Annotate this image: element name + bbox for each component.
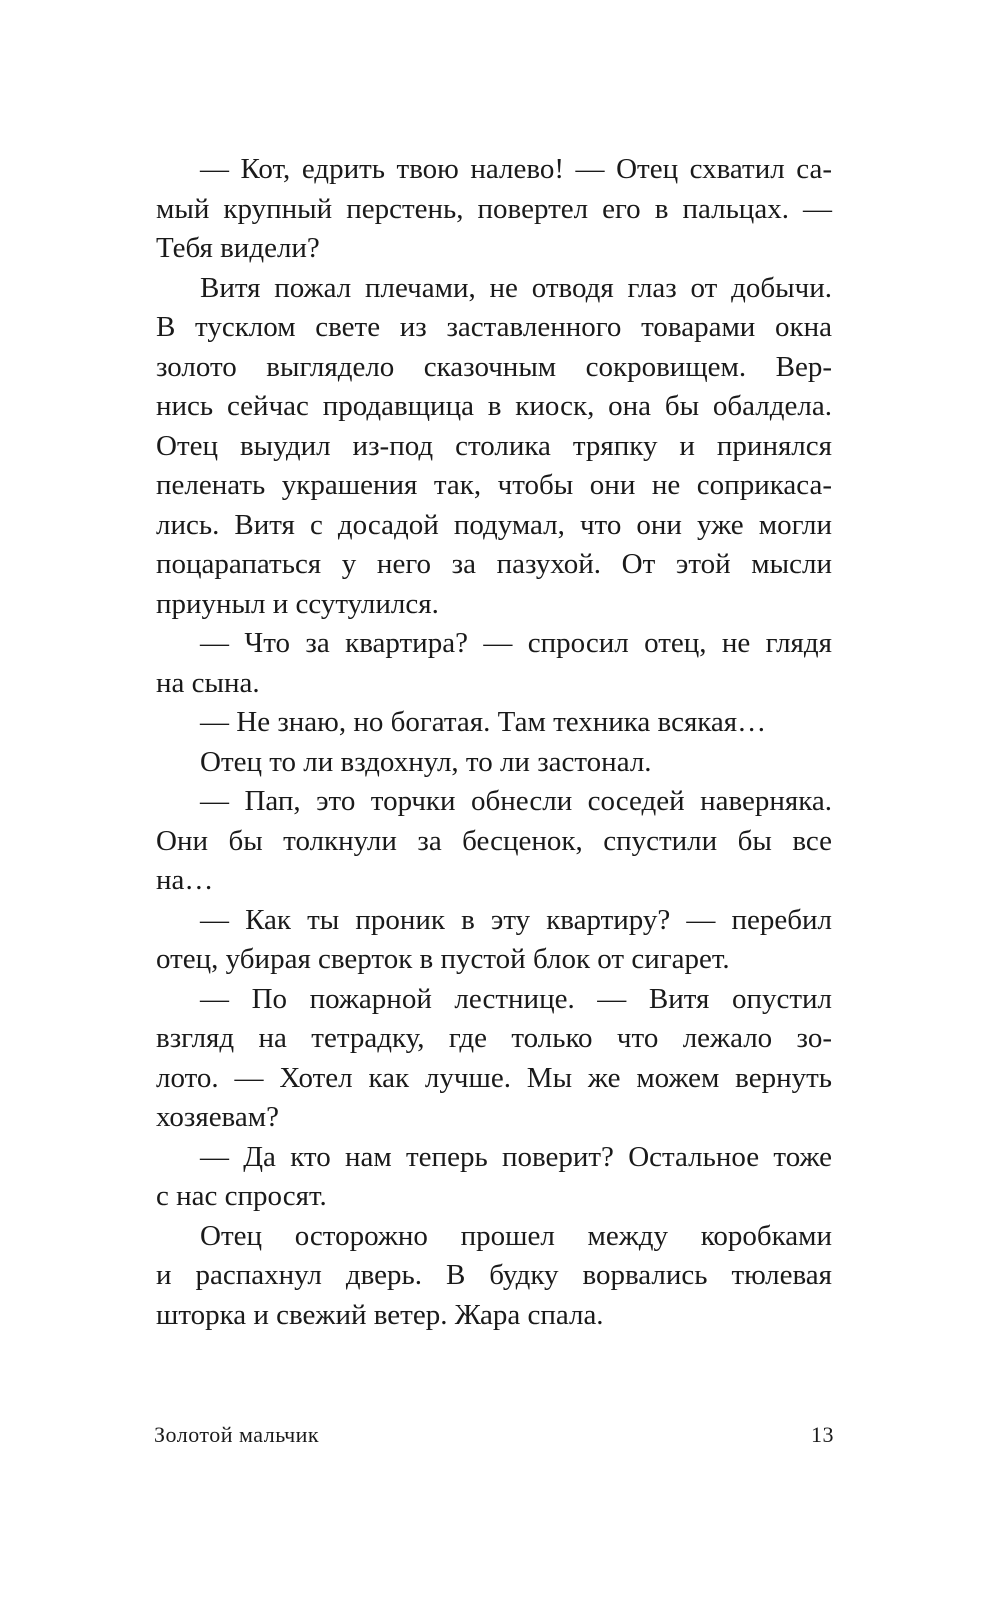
text-line: — Что за квартира? — спросил отец, не глядя (200, 627, 832, 659)
text-line: — Пап, это торчки обнесли соседей наверняка. (200, 785, 832, 817)
text-line: с нас спросят. (156, 1180, 327, 1212)
text-line: — Кот, едрить твою налево! — Отец схватил са- (200, 153, 832, 185)
page-number: 13 (811, 1422, 834, 1447)
paragraph (156, 901, 832, 980)
text-line: золото выглядело сказочным сокровищем. Вер- (156, 350, 832, 383)
text-line: на сына. (156, 666, 260, 699)
paragraph (156, 1217, 832, 1336)
text-line: лись. Витя с досадой подумал, что они уже могли (156, 508, 832, 541)
text-line: — Как ты проник в эту квартиру? — перебил (200, 903, 832, 936)
text-line: поцарапаться у него за пазухой. От этой мысли (156, 548, 832, 580)
paragraph (156, 1138, 832, 1217)
paragraph (156, 703, 832, 743)
text-line: Отец выудил из-под столика тряпку и принялся (156, 429, 832, 462)
text-line: шторка и свежий ветер. Жара спала. (156, 1298, 604, 1331)
text-line: и распахнул дверь. В будку ворвались тюлевая (156, 1259, 832, 1291)
paragraph (156, 782, 832, 901)
running-title: Золотой мальчик (154, 1422, 320, 1447)
text-line: приуныл и ссутулился. (156, 587, 439, 620)
text-line: пеленать украшения так, чтобы они не соприкаса- (156, 469, 832, 501)
text-line: мый крупный перстень, повертел его в пальцах. — (156, 192, 832, 225)
text-line: хозяевам? (156, 1101, 279, 1133)
text-line: отец, убирая сверток в пустой блок от сигарет. (156, 943, 730, 975)
text-line: Отец осторожно прошел между коробками (200, 1219, 832, 1252)
text-line: взгляд на тетрадку, где только что лежало зо- (156, 1022, 832, 1054)
text-line: нись сейчас продавщица в киоск, она бы обалдела. (156, 390, 832, 422)
text-line: на… (156, 864, 214, 896)
text-line: Тебя видели? (156, 232, 320, 264)
body-text (156, 150, 832, 1335)
paragraph (156, 980, 832, 1138)
paragraph (156, 624, 832, 703)
text-line: В тусклом свете из заставленного товарами окна (156, 311, 832, 343)
text-line: — Да кто нам теперь поверит? Остальное тоже (200, 1140, 832, 1173)
text-line: — Не знаю, но богатая. Там техника всякая… (200, 706, 767, 738)
paragraph (156, 269, 832, 625)
text-line: — По пожарной лестнице. — Витя опустил (200, 982, 832, 1015)
text-line: Они бы толкнули за бесценок, спустили бы все (156, 824, 832, 857)
text-line: Витя пожал плечами, не отводя глаз от добычи. (200, 271, 832, 304)
text-line: лото. — Хотел как лучше. Мы же можем вернуть (156, 1061, 832, 1094)
paragraph (156, 150, 832, 269)
paragraph (156, 743, 832, 783)
text-line: Отец то ли вздохнул, то ли застонал. (200, 745, 652, 778)
